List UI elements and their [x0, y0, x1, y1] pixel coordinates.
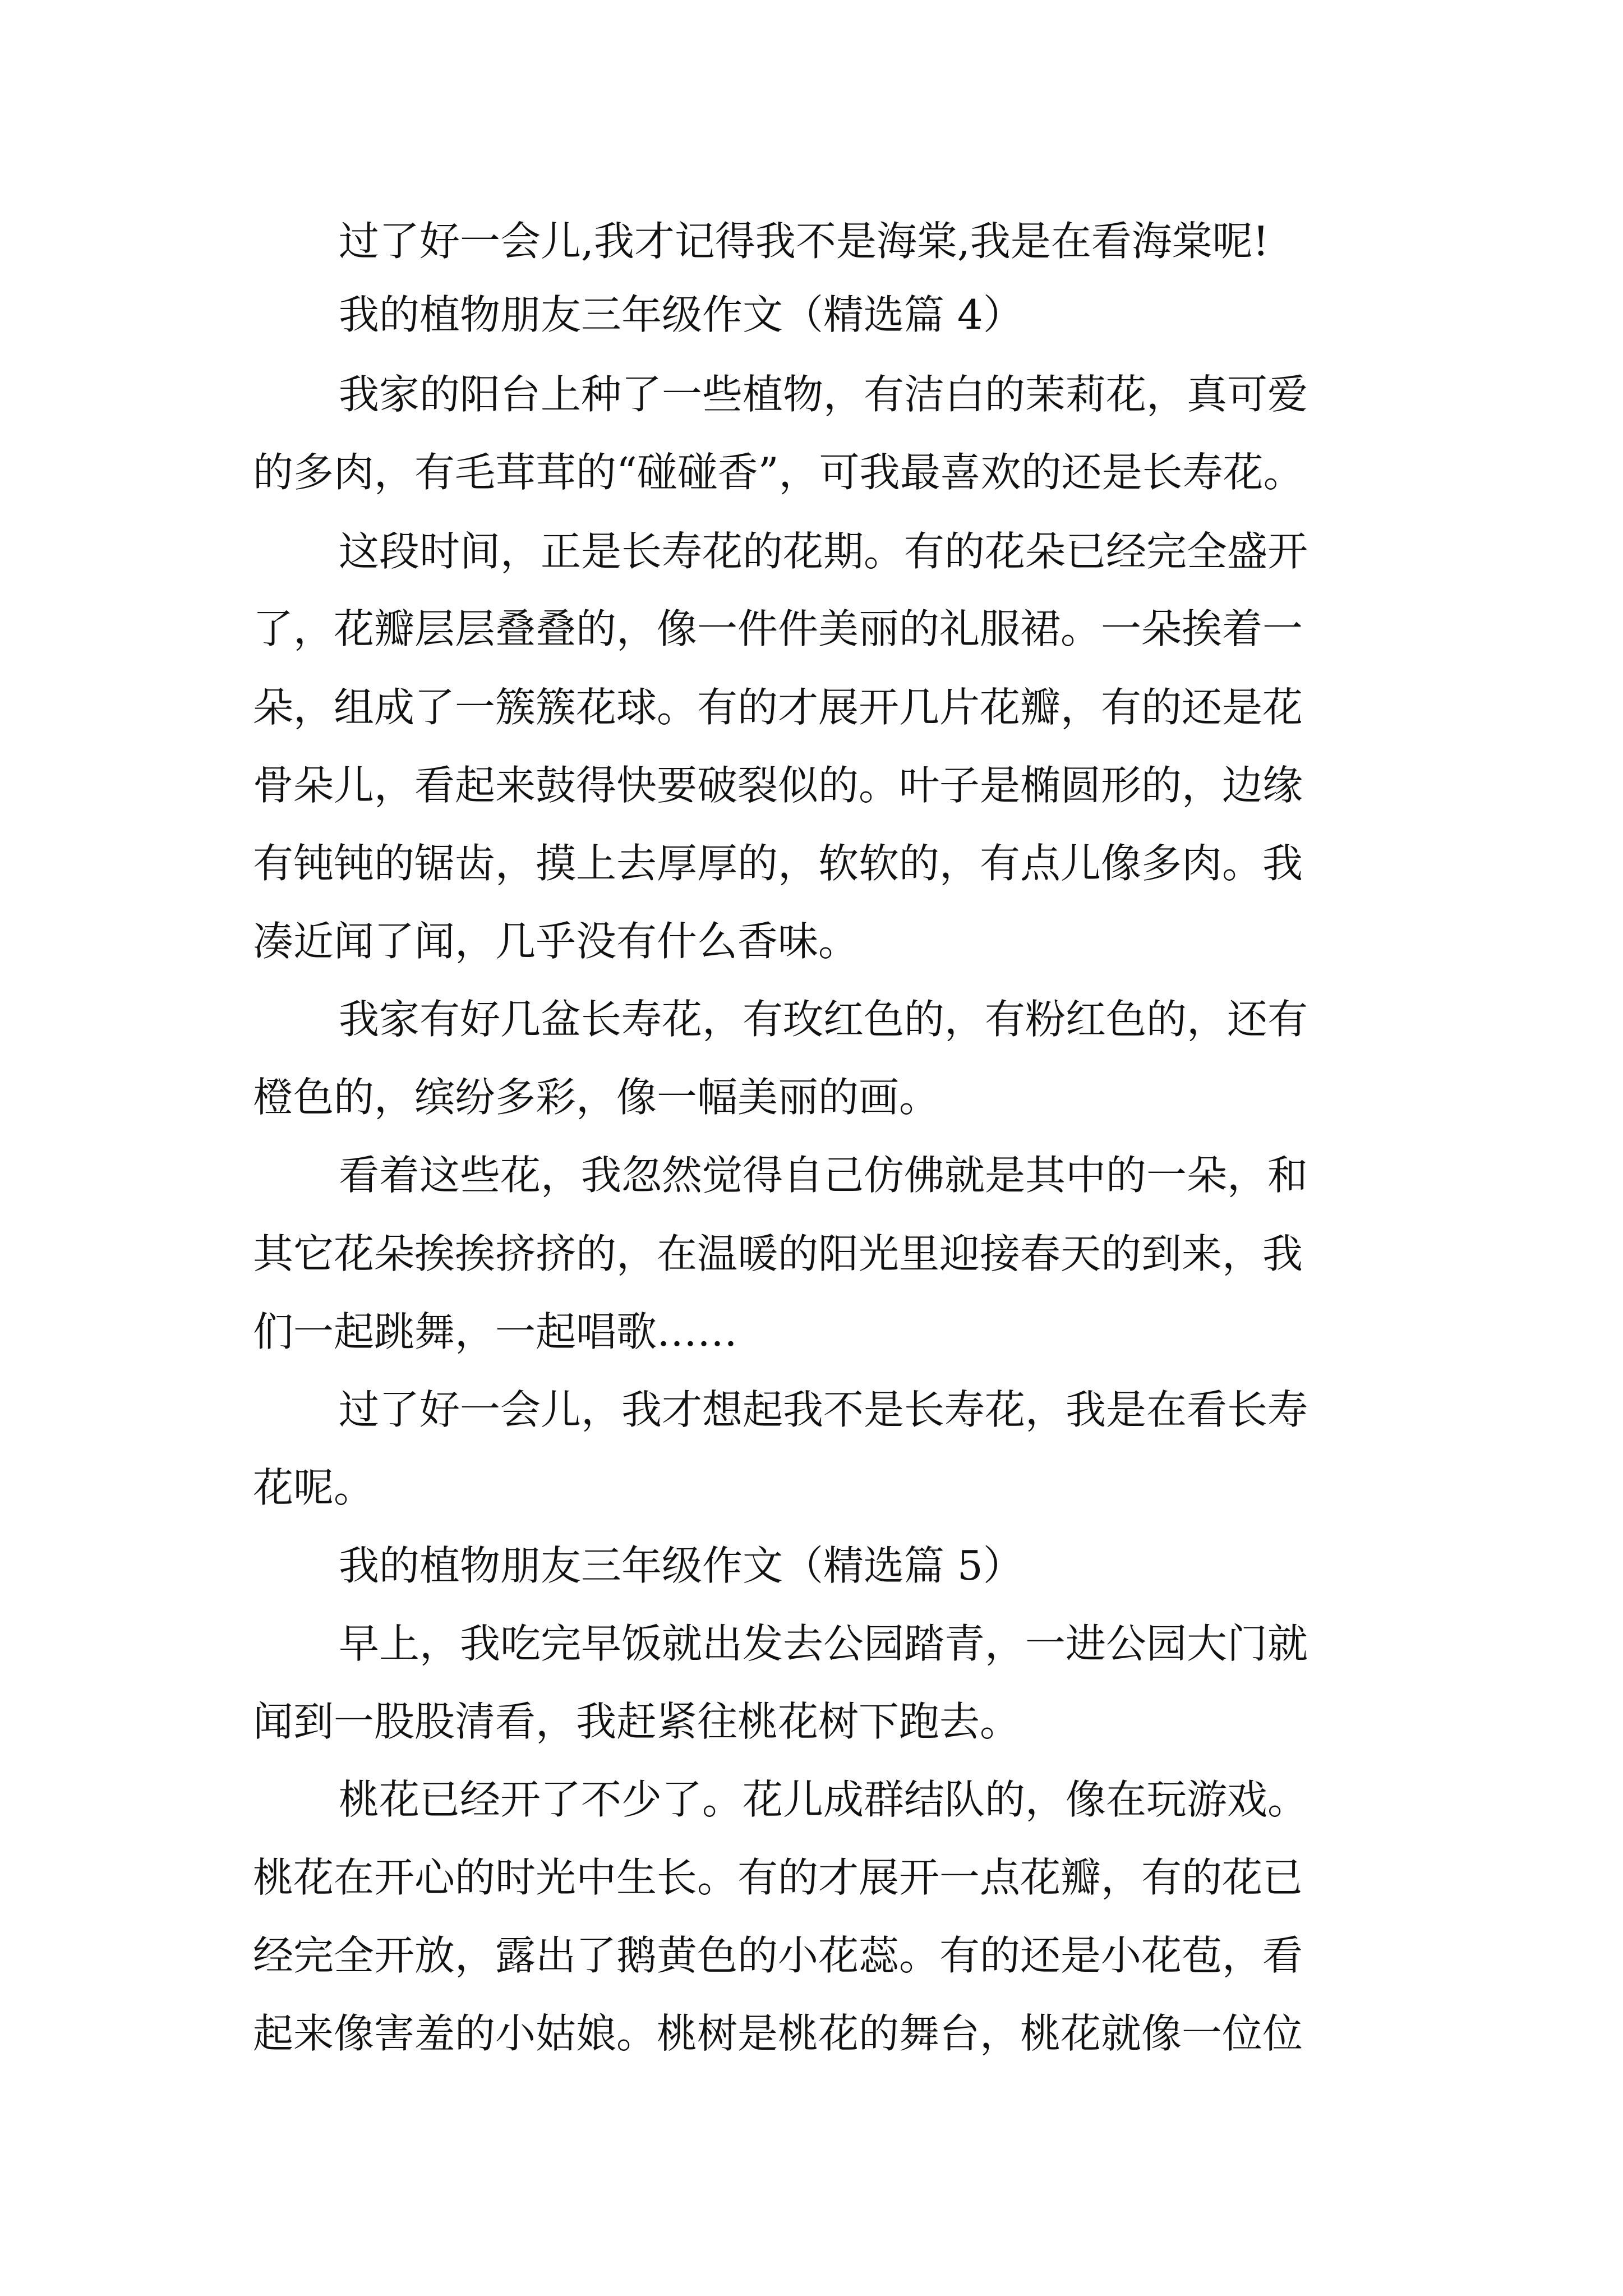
text-line: 橙色的，缤纷多彩，像一幅美丽的画。 [253, 1074, 940, 1121]
text-line: 花呢。 [253, 1464, 375, 1511]
text-line: 过了好一会儿,我才记得我不是海棠,我是在看海棠呢! [339, 218, 1269, 265]
text-line: 骨朵儿，看起来鼓得快要破裂似的。叶子是椭圆形的，边缘 [253, 762, 1303, 809]
text-line: 桃花已经开了不少了。花儿成群结队的，像在玩游戏。 [339, 1776, 1308, 1823]
section-heading: 我的植物朋友三年级作文（精选篇 5） [339, 1542, 1023, 1589]
text-line: 我家有好几盆长寿花，有玫红色的，有粉红色的，还有 [339, 996, 1308, 1043]
text-line: 其它花朵挨挨挤挤的，在温暖的阳光里迎接春天的到来，我 [253, 1230, 1303, 1277]
text-line: 早上，我吃完早饭就出发去公园踏青，一进公园大门就 [339, 1620, 1308, 1667]
text-line: 我家的阳台上种了一些植物，有洁白的茉莉花，真可爱 [339, 371, 1308, 418]
text-line: 看着这些花，我忽然觉得自己仿佛就是其中的一朵，和 [339, 1152, 1308, 1199]
text-line: 们一起跳舞，一起唱歌…… [253, 1308, 738, 1355]
text-line: 凑近闻了闻，几乎没有什么香味。 [253, 918, 859, 965]
text-line: 过了好一会儿，我才想起我不是长寿花，我是在看长寿 [339, 1386, 1308, 1433]
text-line: 了，花瓣层层叠叠的，像一件件美丽的礼服裙。一朵挨着一 [253, 605, 1303, 652]
text-line: 的多肉，有毛茸茸的“碰碰香”，可我最喜欢的还是长寿花。 [253, 449, 1304, 496]
text-line: 起来像害羞的小姑娘。桃树是桃花的舞台，桃花就像一位位 [253, 2010, 1303, 2057]
text-line: 桃花在开心的时光中生长。有的才展开一点花瓣，有的花已 [253, 1854, 1303, 1901]
text-line: 有钝钝的锯齿，摸上去厚厚的，软软的，有点儿像多肉。我 [253, 840, 1303, 887]
text-line: 闻到一股股清看，我赶紧往桃花树下跑去。 [253, 1698, 1021, 1745]
text-line: 经完全开放，露出了鹅黄色的小花蕊。有的还是小花苞，看 [253, 1932, 1303, 1979]
text-line: 这段时间，正是长寿花的花期。有的花朵已经完全盛开 [339, 528, 1308, 575]
text-line: 朵，组成了一簇簇花球。有的才展开几片花瓣，有的还是花 [253, 684, 1303, 731]
section-heading: 我的植物朋友三年级作文（精选篇 4） [339, 291, 1023, 338]
